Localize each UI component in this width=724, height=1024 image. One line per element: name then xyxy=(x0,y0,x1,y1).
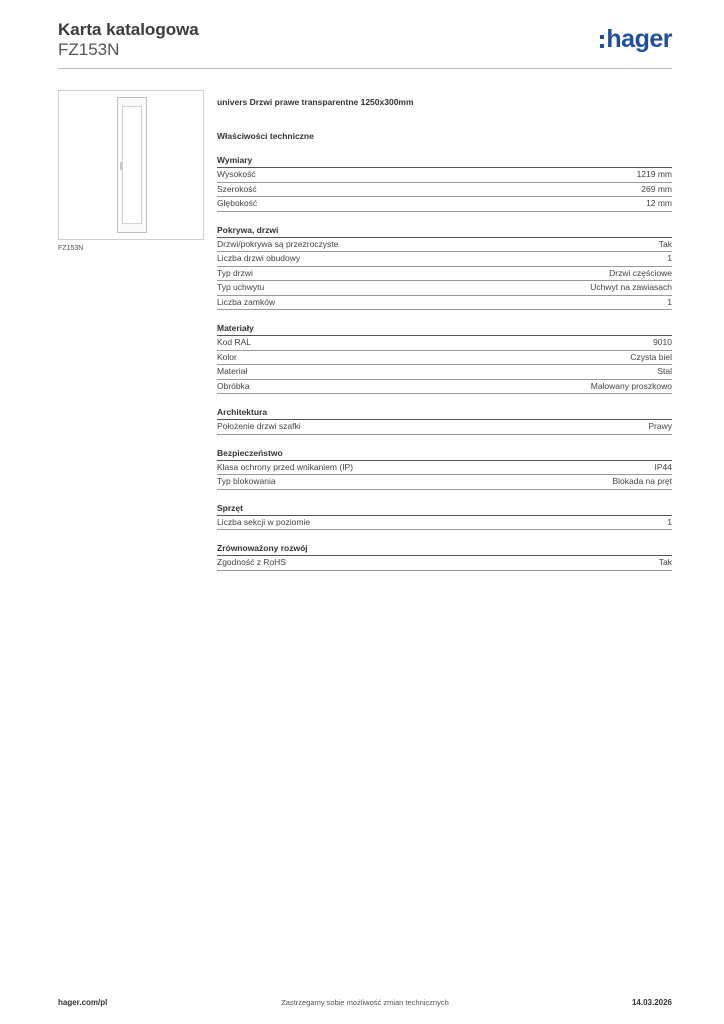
property-row xyxy=(217,267,672,282)
property-label: Wysokość xyxy=(217,169,256,179)
property-row xyxy=(217,336,672,351)
product-image-frame xyxy=(58,90,204,240)
property-value: Blokada na pręt xyxy=(612,476,672,486)
property-label: Liczba zamków xyxy=(217,296,276,307)
property-row xyxy=(217,238,672,253)
property-row xyxy=(217,475,672,490)
property-label: Kod RAL xyxy=(217,337,252,347)
property-label: Liczba drzwi obudowy xyxy=(217,253,301,263)
property-label: Obróbka xyxy=(217,380,250,391)
footer-website: hager.com/pl xyxy=(58,998,108,1007)
property-value: 12 mm xyxy=(646,198,672,208)
property-row xyxy=(217,556,672,571)
property-value: Uchwyt na zawiasach xyxy=(590,282,672,292)
property-value: 269 mm xyxy=(641,183,672,194)
property-row xyxy=(217,380,672,395)
property-value: Drzwi częściowe xyxy=(609,267,672,278)
property-row xyxy=(217,420,672,435)
property-row xyxy=(217,252,672,267)
property-row xyxy=(217,516,672,531)
properties-heading: Właściwości techniczne xyxy=(217,131,314,141)
door-window xyxy=(122,106,142,224)
property-value: 9010 xyxy=(653,337,672,347)
door-product-image xyxy=(117,97,147,233)
property-section xyxy=(217,447,672,490)
property-row xyxy=(217,183,672,198)
property-label: Kolor xyxy=(217,351,237,362)
door-handle xyxy=(120,162,122,170)
section-title: Bezpieczeństwo xyxy=(217,447,672,461)
product-code: FZ153N xyxy=(58,40,120,59)
property-value: 1 xyxy=(667,516,672,527)
property-label: Drzwi/pokrywa są przezroczyste xyxy=(217,238,339,249)
property-value: Malowany proszkowo xyxy=(590,380,672,391)
product-name: univers Drzwi prawe transparentne 1250x300mm xyxy=(217,97,414,107)
section-title: Wymiary xyxy=(217,154,672,168)
property-value: Tak xyxy=(658,238,672,249)
footer-date: 14.03.2026 xyxy=(631,998,672,1007)
section-title: Materiały xyxy=(217,322,672,336)
property-row xyxy=(217,351,672,366)
property-value: Prawy xyxy=(648,421,672,431)
property-label: Szerokość xyxy=(217,183,257,194)
property-row xyxy=(217,365,672,380)
property-value: 1 xyxy=(667,253,672,263)
property-label: Typ drzwi xyxy=(217,267,253,278)
property-label: Głębokość xyxy=(217,198,258,208)
section-title: Architektura xyxy=(217,406,672,420)
property-value: IP44 xyxy=(654,461,672,472)
property-value: Tak xyxy=(658,557,672,567)
property-value: 1219 mm xyxy=(636,169,672,179)
property-section xyxy=(217,154,672,212)
property-value: 1 xyxy=(667,296,672,307)
property-row xyxy=(217,281,672,296)
property-value: Czysta biel xyxy=(630,351,672,362)
property-section xyxy=(217,406,672,435)
section-title: Zrównoważony rozwój xyxy=(217,542,672,556)
header-divider xyxy=(58,68,672,69)
property-value: Stal xyxy=(657,366,672,376)
property-label: Typ blokowania xyxy=(217,476,276,486)
product-image-caption: FZ153N xyxy=(58,245,84,252)
property-section xyxy=(217,502,672,531)
property-row xyxy=(217,197,672,212)
property-row xyxy=(217,461,672,476)
page-header xyxy=(58,20,672,70)
property-sections xyxy=(217,154,672,571)
property-label: Zgodność z RoHS xyxy=(217,557,286,567)
property-section xyxy=(217,542,672,571)
logo-colon-icon xyxy=(600,35,604,48)
document-title: Karta katalogowa xyxy=(58,20,199,39)
property-label: Klasa ochrony przed wnikaniem (IP) xyxy=(217,461,354,472)
hager-logo xyxy=(600,26,672,52)
logo-text: hager xyxy=(606,25,672,53)
property-label: Liczba sekcji w poziomie xyxy=(217,516,311,527)
property-label: Typ uchwytu xyxy=(217,282,265,292)
property-section xyxy=(217,224,672,311)
property-label: Materiał xyxy=(217,366,248,376)
property-row xyxy=(217,168,672,183)
footer-notice: Zastrzegamy sobie możliwość zmian technicznych xyxy=(281,998,449,1007)
section-title: Sprzęt xyxy=(217,502,672,516)
property-row xyxy=(217,296,672,311)
property-label: Położenie drzwi szafki xyxy=(217,421,301,431)
technical-content xyxy=(217,96,672,571)
page-footer xyxy=(58,998,672,1010)
property-section xyxy=(217,322,672,394)
section-title: Pokrywa, drzwi xyxy=(217,224,672,238)
